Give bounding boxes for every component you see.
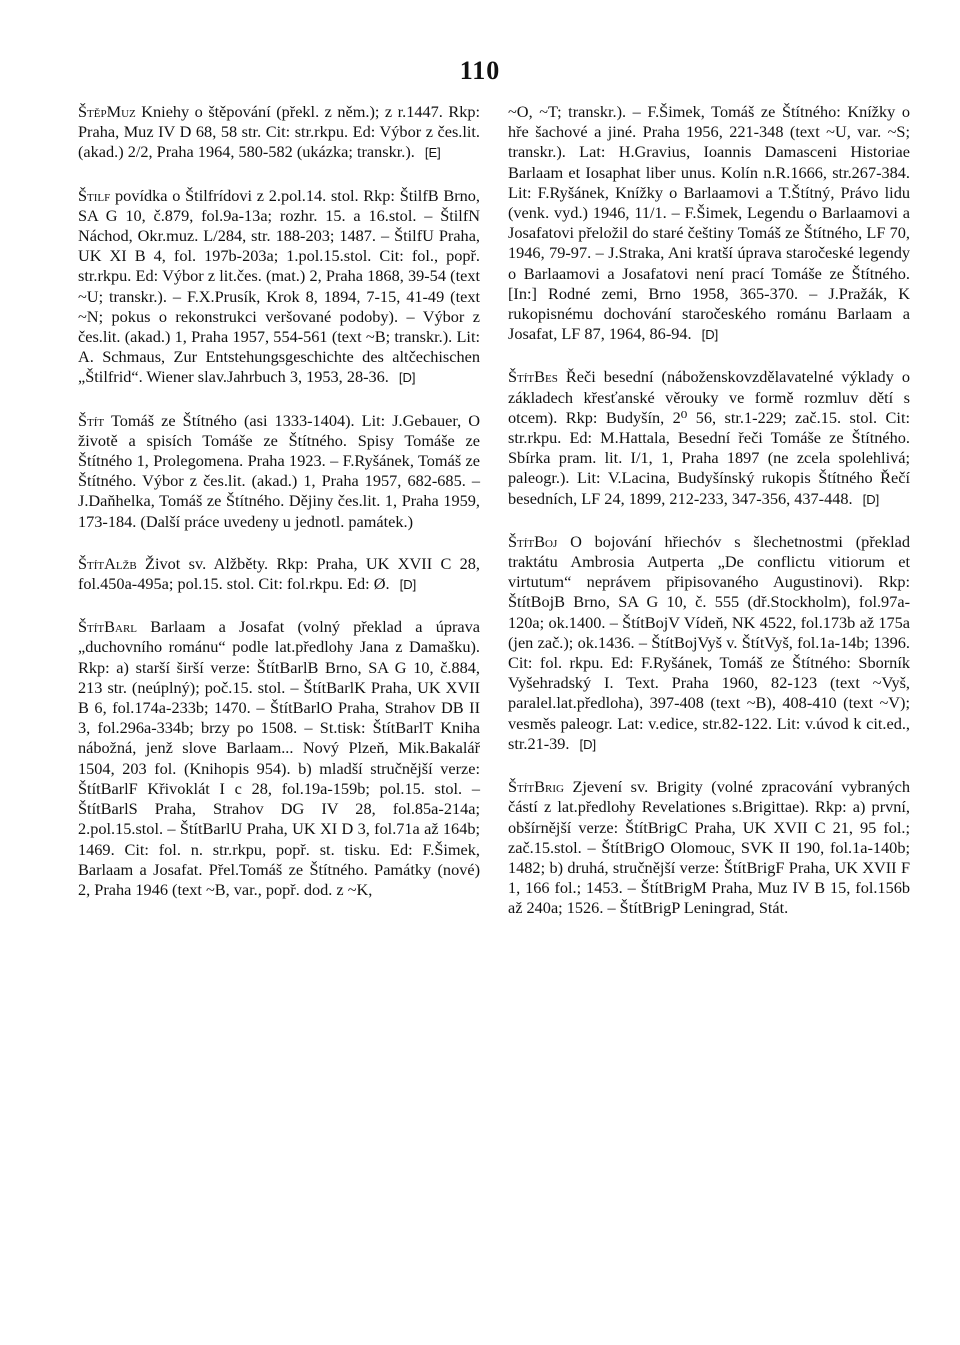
entry-siglum: ŠtítAlžb bbox=[78, 553, 137, 573]
entry-siglum: ŠtítBrig bbox=[508, 777, 564, 797]
entry-text: O bojování hřiechóv s šlechetnostmi (překlad traktátu Ambrosia Autperta „De conflictu vitiorum et virtutum“ neprávem připisovaného Augustinovi). Rkp: ŠtítBojB Brno, SA G 10, č. 555 (dř.Stockholm), fol.97a-120a; ok.1400. – ŠtítBojV Vídeň, NK 4522, fol.173b až 175a (jen zač.); ok.1436. – ŠtítBojVyš v. ŠtítVyš, fol.1a-14b; 1396. Cit: fol. rkpu. Ed: F.Ryšánek, Tomáš ze Štítného: Sborník Vyšehradský I. Text. Praha 1960, 82-123 (text ~Vyš, paralel.lat.předloha), 397-408 (text ~B), 408-410 (text ~V); vesměs paleogr. Lat: v.edice, str.82-122. Lit: v.úvod k cit.ed., str.21-39. bbox=[508, 531, 910, 753]
entry-text: Řeči besední (náboženskovzdělavatelné výklady o základech křesťanské věrouky ve formě rozmluv dětí s otcem). Rkp: Budyšín, 2⁰ 56, str.1-229; zač.15. stol. Cit: str.rkpu. Ed: M.Hattala, Besední řeči Tomáše ze Štítného. Sbírka pram. lit. I/1, 1, Praha 1897 (ne zcela spolehlivá; paleogr.). Lit: V.Lacina, Budyšínský rukopis Štítného Řečí besedních, LF 24, 1899, 212-233, 347-356, 437-448. bbox=[508, 367, 910, 508]
entry-siglum: ŠtítBoj bbox=[508, 531, 558, 551]
entry-stitbes bbox=[508, 367, 910, 509]
entry-stepmuz bbox=[78, 102, 480, 164]
entry-tag: [D] bbox=[701, 327, 719, 343]
left-column bbox=[78, 102, 480, 922]
entry-stitbarl-continued bbox=[508, 102, 910, 345]
entry-stitbarl bbox=[78, 617, 480, 900]
entry-stitbrig bbox=[508, 777, 910, 918]
entry-tag: [D] bbox=[399, 577, 417, 593]
entry-siglum: ŠtěpMuz bbox=[78, 102, 136, 121]
entry-text: povídka o Štilfrídovi z 2.pol.14. stol. Rkp: ŠtilfB Brno, SA G 10, č.879, fol.9a-13a; rozhr. 15. a 16.stol. – ŠtilfN Náchod, Okr.muz. L/284, str. 188-203; 1487. – ŠtilfU Praha, UK XI B 4, fol. 197b-203a; 1.pol.15.stol. Cit: fol., popř. str.rkpu. Ed: Výbor z lit.čes. (mat.) 2, Praha 1868, 39-54 (text ~U; transkr.). – F.X.Prusík, Krok 8, 1894, 7-15, 41-49 (text ~N; pokus o rekonstrukci veršované podoby). – Výbor z čes.lit. (akad.) 1, Praha 1957, 554-561 (text ~B; transkr.). Lit: A. Schmaus, Zur Entstehungsgeschichte des altčechischen „Štilfrid“. Wiener slav.Jahrbuch 3, 1953, 28-36. bbox=[78, 185, 480, 387]
entry-text: Život sv. Alžběty. Rkp: Praha, UK XVII C 28, fol.450a-495a; pol.15. stol. Cit: fol.rkpu. Ed: Ø. bbox=[78, 553, 480, 594]
entry-tag: [E] bbox=[424, 145, 441, 161]
entry-text: Kniehy o štěpování (překl. z něm.); z r.1447. Rkp: Praha, Muz IV D 68, 58 str. Cit: str.rkpu. Ed: Výbor z čes.lit. (akad.) 2/2, Praha 1964, 580-582 (ukázka; transkr.). bbox=[78, 102, 480, 162]
entry-tag: [D] bbox=[862, 491, 880, 507]
right-column bbox=[508, 102, 910, 941]
entry-tag: [D] bbox=[579, 736, 597, 752]
entry-siglum: Štilf bbox=[78, 185, 111, 205]
entry-stilf bbox=[78, 186, 480, 389]
entry-siglum: ŠtítBes bbox=[508, 367, 558, 387]
entry-text: Barlaam a Josafat (volný překlad a úprava „duchovního románu“ podle lat.předlohy Jana z Damašku). Rkp: a) starší širší verze: ŠtítBarlB Brno, SA G 10, č.884, 213 str. (neúplný); poč.15. stol. – ŠtítBarlK Praha, UK XVII B 6, fol.174a-233b; 1470. – ŠtítBarlO Praha, Strahov DB II 3, fol.296a-334b; brzy po 1508. – St.tisk: ŠtítBarlT Kniha nábožná, jenž slove Barlaam... Nový Plzeň, Mik.Bakalář 1504, 203 fol. (Knihopis 954). b) mladší stručnější verze: ŠtítBarlF Křivoklát I c 28, fol.19a-159b; pol.15. stol. – ŠtítBarlS Praha, Strahov DG IV 28, fol.85a-214a; 2.pol.15.stol. – ŠtítBarlU Praha, UK XI D 3, fol.71a až 164b; 1469. Cit: fol. n. str.rkpu, popř. st. tisku. Ed: F.Šimek, Barlaam a Josafat. Přel.Tomáš ze Štítného. Památky (nové) 2, Praha 1946 (text ~B, var., popř. dod. z ~K, bbox=[78, 617, 480, 899]
entry-text: Zjevení sv. Brigity (volné zpracování vybraných částí z lat.předlohy Revelationes s.Brigittae). Rkp: a) první, obšírnější verze: ŠtítBrigC Praha, UK XVII C 21, 95 fol.; zač.15.stol. – ŠtítBrigO Olomouc, SVK II 190, fol.1a-140b; 1482; b) druhá, stručnější verze: ŠtítBrigF Praha, UK XVII F 1, 166 fol.; 1453. – ŠtítBrigM Praha, Muz IV B 15, fol.156b až 240a; 1526. – ŠtítBrigP Leningrad, Stát. bbox=[508, 777, 910, 918]
entry-tag: [D] bbox=[398, 370, 416, 386]
entry-stitalzb bbox=[78, 554, 480, 595]
entry-siglum: ŠtítBarl bbox=[78, 617, 138, 637]
entry-text: Tomáš ze Štítného (asi 1333-1404). Lit: J.Gebauer, O životě a spisích Tomáše ze Štítného. Spisy Tomáše ze Štítného 1, Prolegomena. Praha 1923. – F.Ryšánek, Tomáš ze Štítného. Výbor z čes.lit. (akad.) 1, Praha 1957, 682-685. – J.Daňhelka, Tomáš ze Štítného. Dějiny čes.lit. 1, Praha 1959, 173-184. (Další práce uvedeny u jednotl. památek.) bbox=[78, 410, 480, 531]
entry-stit bbox=[78, 411, 480, 532]
page-number: 110 bbox=[459, 56, 501, 85]
entry-siglum: Štít bbox=[78, 410, 105, 430]
entry-stitboj bbox=[508, 532, 910, 755]
entry-text: ~O, ~T; transkr.). – F.Šimek, Tomáš ze Štítného: Knížky o hře šachové a jiné. Praha 1956, 221-348 (text ~U, var. ~S; transkr.). Lat: H.Gravius, Ioannis Damasceni Historiae Barlaam et Iosaphat liber unus. Kolín n.R.1666, str.267-384. Lit: F.Ryšánek, Knížky o Barlaamovi a T.Štítný, Právo lidu (venk. vyd.) 1946, 11/1. – F.Šimek, Legendu o Barlaamovi a Josafatovi přeložil do staré češtiny Tomáš ze Štítného, LF 70, 1946, 79-97. – J.Straka, Ani kratší úprava staročeské legendy o Barlaamovi a Josafatovi není prací Tomáše ze Štítného. [In:] Rodné zemi, Brno 1958, 365-370. – J.Pražák, K rukopisnému dochování staročeského románu Barlaam a Josafat, LF 87, 1964, 86-94. bbox=[508, 102, 910, 344]
